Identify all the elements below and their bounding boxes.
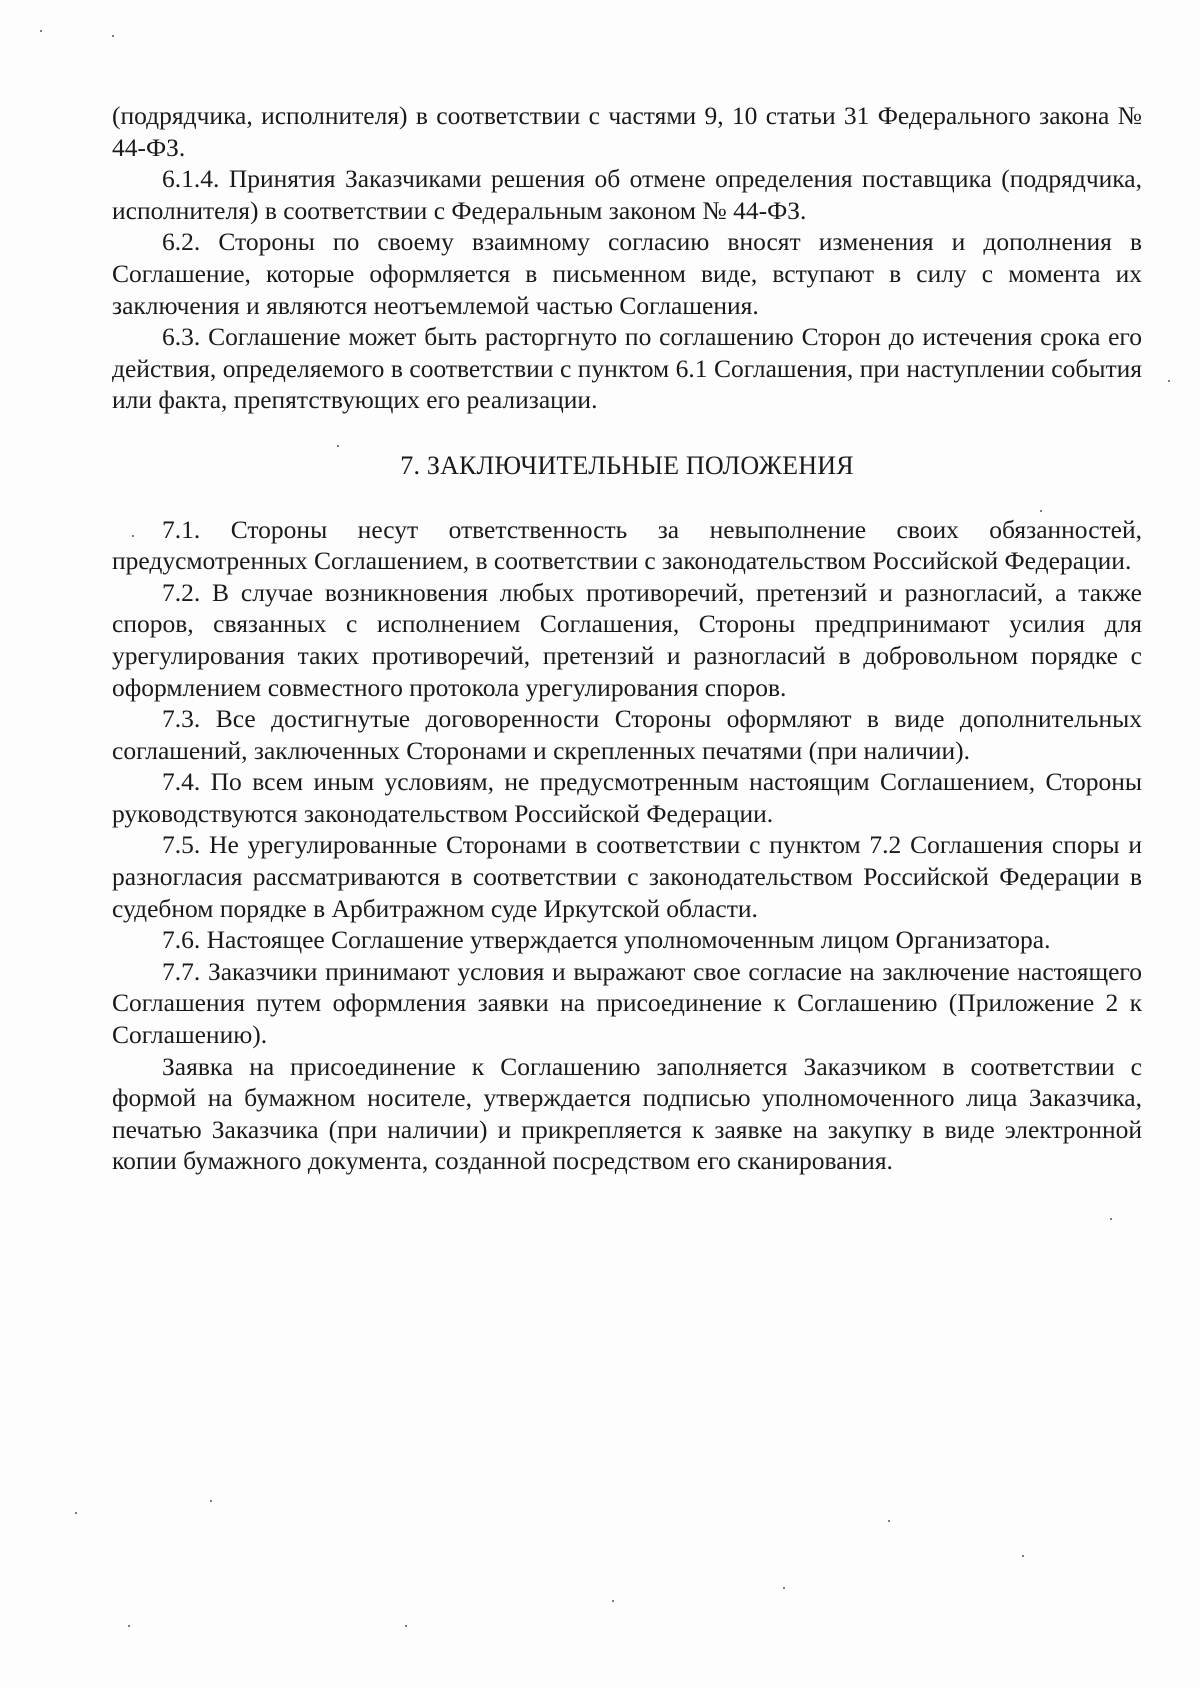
scan-speck [132, 535, 134, 537]
paragraph-6-2: 6.2. Стороны по своему взаимному согласию вносят изменения и дополнения в Соглашение, которые оформляется в письменном виде, вступают в силу с момента их заключения и являются неотъемлемой частью Соглашения. [112, 227, 1142, 320]
scan-speck [75, 1512, 77, 1514]
paragraph-7-4: 7.4. По всем иным условиям, не предусмотренным настоящим Соглашением, Стороны руководствуются законодательством Российской Федерации. [112, 767, 1142, 828]
paragraph-7-2: 7.2. В случае возникновения любых противоречий, претензий и разногласий, а также споров, связанных с исполнением Соглашения, Стороны предпринимают усилия для урегулирования таких противоречий, претензий и разногласий в добровольном порядке с оформлением совместного протокола урегулирования споров. [112, 577, 1142, 702]
scan-speck [337, 445, 339, 447]
paragraph-7-5: 7.5. Не урегулированные Сторонами в соответствии с пунктом 7.2 Соглашения споры и разногласия рассматриваются в соответствии с законодательством Российской Федерации в судебном порядке в Арбитражном суде Иркутской области. [112, 830, 1142, 923]
scan-speck [112, 35, 114, 37]
scan-speck [128, 1625, 130, 1627]
scan-speck [1168, 380, 1170, 382]
scan-speck [40, 30, 42, 32]
scan-speck [1040, 510, 1042, 512]
scan-speck [405, 1625, 407, 1627]
paragraph-6-1-4: 6.1.4. Принятия Заказчиками решения об отмене определения поставщика (подрядчика, исполнителя) в соответствии с Федеральным законом № 44-ФЗ. [112, 164, 1142, 225]
scan-speck [888, 1520, 890, 1522]
scan-speck [1110, 1218, 1112, 1220]
paragraph-continuation: (подрядчика, исполнителя) в соответствии с частями 9, 10 статьи 31 Федерального закона № 44-ФЗ. [112, 101, 1142, 162]
document-body [112, 100, 1142, 1177]
section-heading: 7. ЗАКЛЮЧИТЕЛЬНЫЕ ПОЛОЖЕНИЯ [400, 450, 854, 480]
paragraph-7-6: 7.6. Настоящее Соглашение утверждается уполномоченным лицом Организатора. [162, 925, 1051, 955]
paragraph-application: Заявка на присоединение к Соглашению заполняется Заказчиком в соответствии с формой на бумажном носителе, утверждается подписью уполномоченного лица Заказчика, печатью Заказчика (при наличии) и прикрепляется к заявке на закупку в виде электронной копии бумажного документа, созданной посредством его сканирования. [112, 1051, 1142, 1176]
paragraph-7-7: 7.7. Заказчики принимают условия и выражают свое согласие на заключение настоящего Соглашения путем оформления заявки на присоединение к Соглашению (Приложение 2 к Соглашению). [112, 956, 1142, 1050]
scan-speck [612, 1600, 614, 1602]
scan-speck [1022, 1555, 1024, 1557]
paragraph-7-3: 7.3. Все достигнутые договоренности Стороны оформляют в виде дополнительных соглашений, заключенных Сторонами и скрепленных печатями (при наличии). [112, 704, 1142, 765]
scan-speck [783, 1587, 785, 1589]
paragraph-6-3: 6.3. Соглашение может быть расторгнуто по соглашению Сторон до истечения срока его действия, определяемого в соответствии с пунктом 6.1 Соглашения, при наступлении события или факта, препятствующих его реализации. [112, 322, 1142, 415]
paragraph-7-1: 7.1. Стороны несут ответственность за невыполнение своих обязанностей, предусмотренных Соглашением, в соответствии с законодательством Российской Федерации. [112, 514, 1142, 576]
scan-speck [210, 1500, 212, 1502]
